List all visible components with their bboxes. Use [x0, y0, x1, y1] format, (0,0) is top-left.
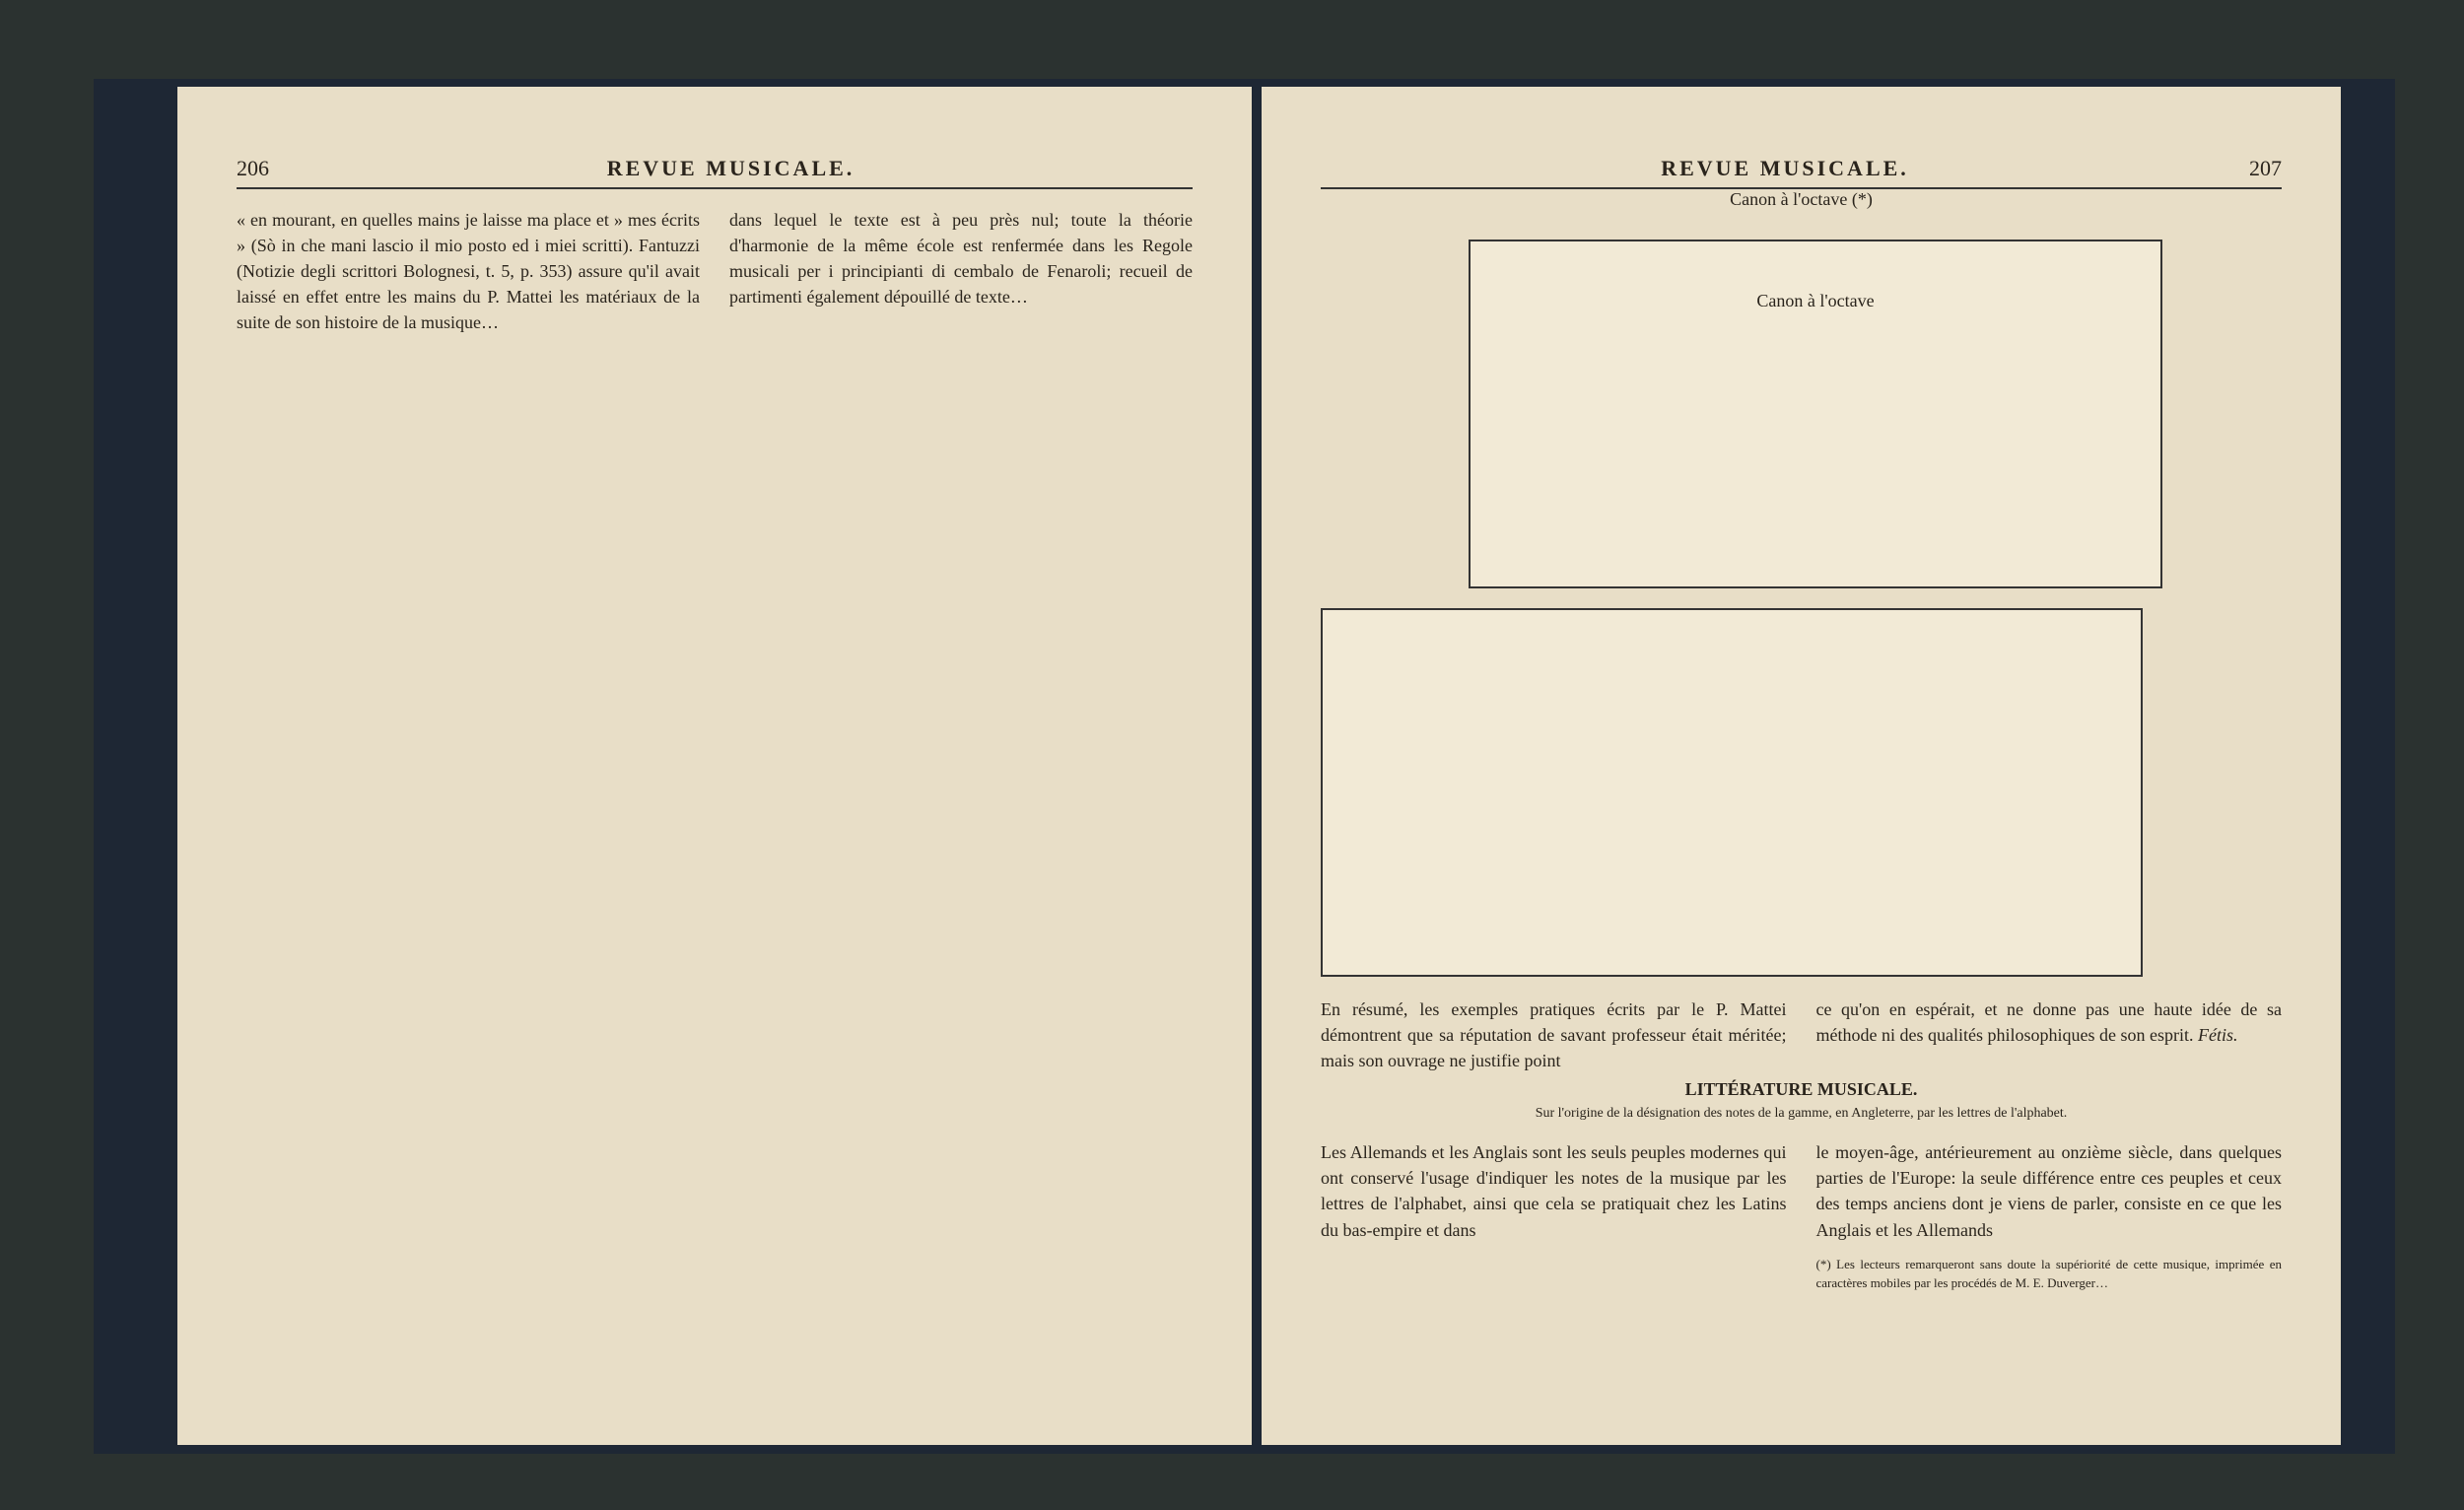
article-subtitle: Sur l'origine de la désignation des notes de la gamme, en Angleterre, par les lettres de l'alphabet. — [1535, 1106, 2068, 1122]
music-score-continued — [1321, 608, 2143, 977]
right-page — [1262, 87, 2341, 1445]
footnote: (*) Les lecteurs remarqueront sans doute la supériorité de cette musique, imprimée en caractères mobiles par les procédés de M. E. Duverger… — [1815, 1256, 2282, 1290]
page-number: 207 — [2249, 156, 2282, 180]
running-header — [237, 156, 1193, 189]
canon-title: Canon à l'octave (*) — [1730, 189, 1873, 209]
text-column: dans lequel le texte est à peu près nul; toute la théorie d'harmonie de la même école est renfermée dans les Regole musicali per i principianti di cembalo de Fenaroli; recueil de partimenti également dépouillé de texte… — [729, 210, 1193, 308]
running-header — [1321, 156, 2282, 189]
text-column: « en mourant, en quelles mains je laisse ma place et » mes écrits » (Sò in che mani lascio il mio posto ed i miei scritti). Fantuzzi (Notizie degli scrittori Bolognesi, t. 5, p. 353) assure qu'il avait laissé en effet entre les mains du P. Mattei les matériaux de la suite de son histoire de la musique… — [237, 210, 700, 333]
page-number: 206 — [237, 156, 269, 180]
left-page — [177, 87, 1252, 1445]
article-text: le moyen-âge, antérieurement au onzième siècle, dans quelques parties de l'Europe: la seule différence entre ces peuples et ceux des temps anciens dont je viens de parler, consiste en ce que les Anglais et les Allemands (*) Les lecteurs remarqueront sans doute la supériorité de cette musique, imprimée en caractères mobiles par les procédés de M. E. Duverger… — [1816, 1139, 2283, 1305]
music-score — [1469, 240, 2162, 588]
signature: Fétis. — [2197, 1025, 2238, 1046]
summary-text: ce qu'on en espérait, et ne donne pas une haute idée de sa méthode ni des qualités philosophiques de son esprit. Fétis. — [1815, 999, 2282, 1046]
canon-inner-label: Canon à l'octave — [1756, 291, 1875, 310]
article-text: Les Allemands et les Anglais sont les seuls peuples modernes qui ont conservé l'usage d'indiquer les notes de la musique par les lettres de l'alphabet, ainsi que cela se pratiquait chez les Latins du bas-empire et dans — [1321, 1142, 1787, 1240]
running-title: REVUE MUSICALE. — [1661, 156, 1909, 180]
summary-text: En résumé, les exemples pratiques écrits par le P. Mattei démontrent que sa réputation de savant professeur était méritée; mais son ouvrage ne justifie point — [1321, 999, 1787, 1071]
running-title: REVUE MUSICALE. — [606, 156, 856, 180]
article-title: LITTÉRATURE MUSICALE. — [1684, 1079, 1918, 1100]
